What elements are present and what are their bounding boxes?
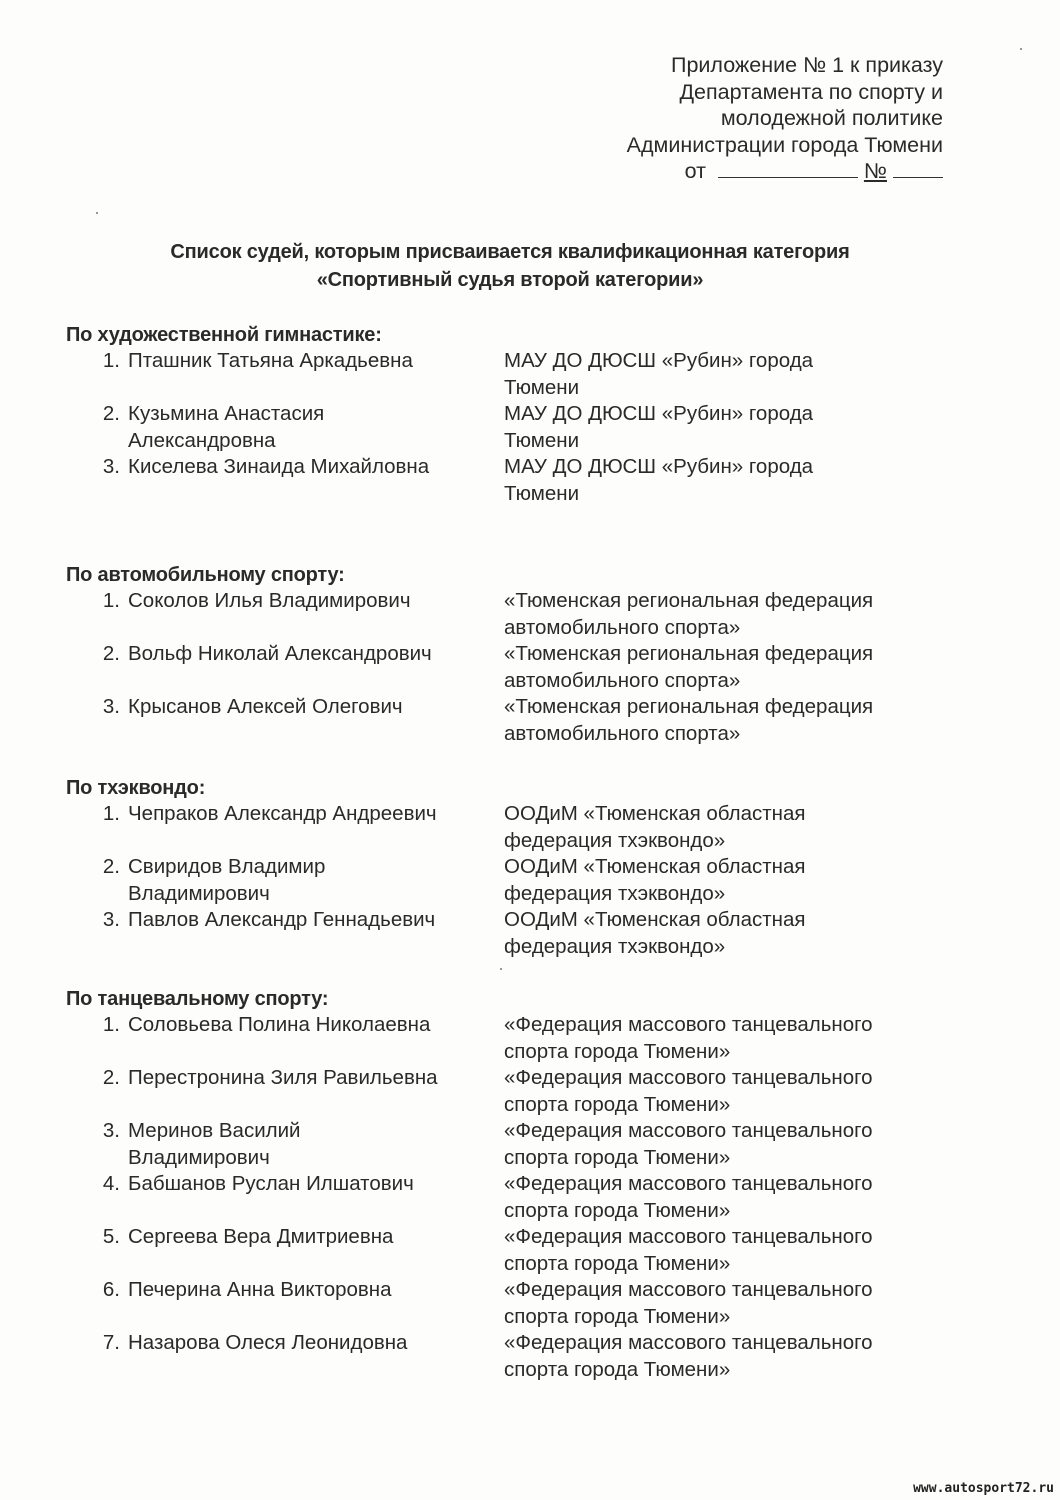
organization-line: МАУ ДО ДЮСШ «Рубин» города bbox=[504, 455, 814, 478]
organization bbox=[504, 801, 934, 854]
scan-speck bbox=[96, 212, 98, 214]
judge-entry bbox=[66, 1065, 946, 1118]
organization-line: спорта города Тюмени» bbox=[504, 1357, 731, 1381]
judge-name bbox=[128, 1065, 504, 1118]
organization-line: «Федерация массового танцевального bbox=[504, 1331, 873, 1354]
judge-entry bbox=[66, 588, 946, 641]
entry-number: 3. bbox=[102, 908, 120, 931]
organization-line: ООДиМ «Тюменская областная bbox=[504, 855, 806, 878]
entry-number: 2. bbox=[102, 402, 120, 425]
judge-name bbox=[128, 641, 504, 694]
entry-number: 2. bbox=[102, 1066, 120, 1089]
organization-line: «Тюменская региональная федерация bbox=[504, 695, 874, 718]
judge-name bbox=[128, 1118, 504, 1171]
judge-entry bbox=[66, 1330, 946, 1383]
entry-number: 3. bbox=[102, 455, 120, 478]
judge-entry bbox=[66, 641, 946, 694]
header-line: Приложение № 1 к приказу bbox=[671, 53, 943, 77]
organization bbox=[504, 854, 934, 907]
judge-name-line: Павлов Александр Геннадьевич bbox=[128, 908, 436, 931]
organization bbox=[504, 694, 934, 747]
judge-name-line: Пташник Татьяна Аркадьевна bbox=[128, 349, 413, 372]
entry-number: 2. bbox=[102, 642, 120, 665]
organization bbox=[504, 641, 934, 694]
date-number-line bbox=[627, 158, 943, 185]
entry-number: 1. bbox=[102, 802, 120, 825]
organization-line: «Федерация массового танцевального bbox=[504, 1172, 873, 1195]
judge-name-line: Кузьмина Анастасия bbox=[128, 402, 325, 425]
organization-line: «Федерация массового танцевального bbox=[504, 1066, 873, 1089]
entry-number: 1. bbox=[102, 349, 120, 372]
organization bbox=[504, 1118, 934, 1171]
organization bbox=[504, 454, 934, 507]
header-line: молодежной политике bbox=[720, 106, 943, 130]
scan-speck bbox=[500, 968, 502, 970]
judge-name bbox=[128, 401, 504, 454]
date-blank bbox=[718, 159, 858, 178]
judge-name-line: Крысанов Алексей Олегович bbox=[128, 695, 403, 718]
entry-number: 6. bbox=[102, 1278, 120, 1301]
section-heading: По танцевальному спорту: bbox=[66, 988, 329, 1010]
organization-line: Тюмени bbox=[504, 375, 580, 399]
section-heading: По тхэквондо: bbox=[66, 777, 206, 799]
section bbox=[66, 322, 946, 507]
organization-line: Тюмени bbox=[504, 428, 580, 452]
organization bbox=[504, 401, 934, 454]
organization bbox=[504, 1330, 934, 1383]
title-line-2: «Спортивный судья второй категории» bbox=[316, 269, 704, 291]
judge-name bbox=[128, 907, 504, 960]
organization-line: «Тюменская региональная федерация bbox=[504, 589, 874, 612]
organization-line: спорта города Тюмени» bbox=[504, 1304, 731, 1328]
judge-name bbox=[128, 801, 504, 854]
judge-entry bbox=[66, 694, 946, 747]
header-line: Департамента по спорту и bbox=[679, 79, 943, 104]
judge-entry bbox=[66, 348, 946, 401]
organization-line: федерация тхэквондо» bbox=[504, 828, 726, 852]
organization bbox=[504, 1012, 934, 1065]
judge-entry bbox=[66, 801, 946, 854]
header-line: Администрации города Тюмени bbox=[626, 132, 943, 157]
judge-name-line: Киселева Зинаида Михайловна bbox=[128, 455, 430, 478]
organization bbox=[504, 1224, 934, 1277]
section bbox=[66, 986, 946, 1383]
organization-line: автомобильного спорта» bbox=[504, 668, 741, 692]
organization-line: спорта города Тюмени» bbox=[504, 1145, 731, 1169]
judge-name bbox=[128, 1224, 504, 1277]
entry-number: 2. bbox=[102, 855, 120, 878]
judge-name bbox=[128, 1277, 504, 1330]
organization-line: автомобильного спорта» bbox=[504, 721, 741, 745]
judge-name-line: Владимирович bbox=[128, 881, 270, 905]
organization bbox=[504, 348, 934, 401]
organization bbox=[504, 1277, 934, 1330]
organization-line: «Федерация массового танцевального bbox=[504, 1119, 873, 1142]
judge-name-line: Сергеева Вера Дмитриевна bbox=[128, 1225, 394, 1248]
judge-name bbox=[128, 1171, 504, 1224]
organization-line: спорта города Тюмени» bbox=[504, 1198, 731, 1222]
entry-number: 3. bbox=[102, 1119, 120, 1142]
judge-entry bbox=[66, 1224, 946, 1277]
entry-number: 1. bbox=[102, 589, 120, 612]
organization-line: «Федерация массового танцевального bbox=[504, 1225, 873, 1248]
judge-name-line: Печерина Анна Викторовна bbox=[128, 1278, 392, 1301]
title-line-1: Список судей, которым присваивается квалификационная категория bbox=[170, 241, 850, 263]
section bbox=[66, 562, 946, 747]
judge-name-line: Меринов Василий bbox=[128, 1119, 301, 1142]
scan-speck bbox=[1020, 48, 1022, 50]
section-heading: По художественной гимнастике: bbox=[66, 324, 382, 346]
judge-name-line: Чепраков Александр Андреевич bbox=[128, 802, 437, 825]
organization bbox=[504, 1065, 934, 1118]
organization-line: «Федерация массового танцевального bbox=[504, 1013, 873, 1036]
judge-entry bbox=[66, 1118, 946, 1171]
section bbox=[66, 775, 946, 960]
judge-entry bbox=[66, 907, 946, 960]
judge-name-line: Назарова Олеся Леонидовна bbox=[128, 1331, 408, 1354]
entry-number: 1. bbox=[102, 1013, 120, 1036]
organization bbox=[504, 1171, 934, 1224]
judge-name bbox=[128, 348, 504, 401]
organization-line: Тюмени bbox=[504, 481, 580, 505]
organization-line: автомобильного спорта» bbox=[504, 615, 741, 639]
organization-line: спорта города Тюмени» bbox=[504, 1251, 731, 1275]
organization-line: МАУ ДО ДЮСШ «Рубин» города bbox=[504, 402, 814, 425]
judge-name-line: Владимирович bbox=[128, 1145, 270, 1169]
organization-line: «Федерация массового танцевального bbox=[504, 1278, 873, 1301]
judge-name bbox=[128, 1330, 504, 1383]
entry-number: 4. bbox=[102, 1172, 120, 1195]
judge-name-line: Соловьева Полина Николаевна bbox=[128, 1013, 431, 1036]
judge-entry bbox=[66, 854, 946, 907]
entry-number: 7. bbox=[102, 1331, 120, 1354]
organization-line: федерация тхэквондо» bbox=[504, 934, 726, 958]
judge-name-line: Свиридов Владимир bbox=[128, 855, 326, 878]
section-heading: По автомобильному спорту: bbox=[66, 564, 345, 586]
judge-name bbox=[128, 1012, 504, 1065]
appendix-header bbox=[627, 52, 943, 185]
judge-name-line: Бабшанов Руслан Илшатович bbox=[128, 1172, 414, 1195]
judge-name-line: Перестронина Зиля Равильевна bbox=[128, 1066, 438, 1089]
judge-name-line: Александровна bbox=[128, 428, 276, 452]
judge-entry bbox=[66, 1277, 946, 1330]
judge-entry bbox=[66, 401, 946, 454]
judge-entry bbox=[66, 454, 946, 507]
document-title bbox=[60, 238, 960, 294]
entry-number: 5. bbox=[102, 1225, 120, 1248]
organization-line: спорта города Тюмени» bbox=[504, 1092, 731, 1116]
entry-number: 3. bbox=[102, 695, 120, 718]
judge-name bbox=[128, 694, 504, 747]
judge-entry bbox=[66, 1171, 946, 1224]
organization-line: МАУ ДО ДЮСШ «Рубин» города bbox=[504, 349, 814, 372]
organization-line: федерация тхэквондо» bbox=[504, 881, 726, 905]
judge-name-line: Вольф Николай Александрович bbox=[128, 642, 432, 665]
number-label: № bbox=[863, 159, 887, 183]
number-blank bbox=[893, 159, 943, 178]
organization bbox=[504, 907, 934, 960]
organization-line: ООДиМ «Тюменская областная bbox=[504, 908, 806, 931]
judge-name bbox=[128, 588, 504, 641]
judge-name bbox=[128, 854, 504, 907]
watermark: www.autosport72.ru bbox=[913, 1481, 1054, 1496]
organization-line: ООДиМ «Тюменская областная bbox=[504, 802, 806, 825]
organization bbox=[504, 588, 934, 641]
judge-entry bbox=[66, 1012, 946, 1065]
judge-name-line: Соколов Илья Владимирович bbox=[128, 589, 411, 612]
organization-line: «Тюменская региональная федерация bbox=[504, 642, 874, 665]
organization-line: спорта города Тюмени» bbox=[504, 1039, 731, 1063]
date-label: от bbox=[684, 159, 706, 183]
judge-name bbox=[128, 454, 504, 507]
